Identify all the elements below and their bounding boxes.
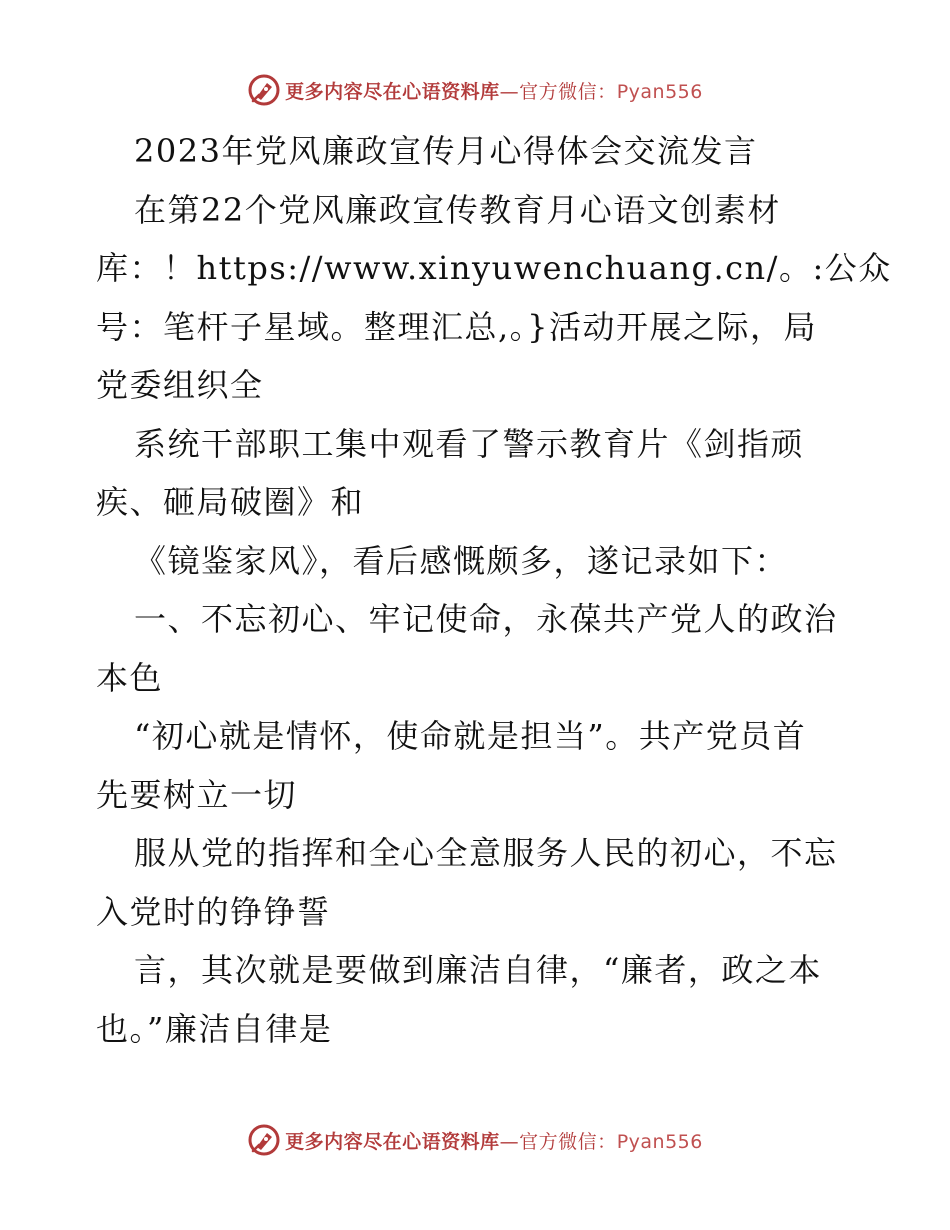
watermark-id: Pyan556 bbox=[616, 80, 703, 103]
text-line: 先要树立一切 bbox=[96, 775, 298, 814]
text-line: 服从党的指挥和全心全意服务人民的初心，不忘 bbox=[134, 834, 838, 872]
text-line: 疾、砸局破圈》和 bbox=[96, 483, 365, 521]
watermark-main: 更多内容尽在心语资料库 bbox=[285, 1130, 500, 1153]
text-line: 在第22个党风廉政宣传教育月心语文创素材 bbox=[134, 190, 781, 229]
text-line: 也。”廉洁自律是 bbox=[96, 1009, 333, 1048]
watermark-separator: —官方微信： bbox=[499, 1130, 617, 1153]
text-line: “初心就是情怀，使命就是担当”。共产党员首 bbox=[134, 717, 807, 755]
footer-watermark bbox=[0, 1120, 950, 1160]
text-line: 《镜鉴家风》，看后感慨颇多，遂记录如下： bbox=[134, 541, 789, 580]
header-watermark bbox=[0, 70, 950, 110]
text-line: 系统干部职工集中观看了警示教育片《剑指顽 bbox=[134, 424, 805, 463]
text-line: 党委组织全 bbox=[96, 366, 264, 404]
pen-nib-logo-icon bbox=[247, 73, 281, 107]
watermark-main: 更多内容尽在心语资料库 bbox=[285, 80, 500, 103]
document-body bbox=[96, 122, 892, 1058]
watermark-text bbox=[285, 77, 703, 104]
text-line: 库：！https://www.xinyuwenchuang.cn/。:公众 bbox=[96, 249, 892, 287]
section-heading-cont: 本色 bbox=[96, 658, 164, 697]
text-line: 言，其次就是要做到廉洁自律，“廉者，政之本 bbox=[134, 951, 822, 989]
watermark-text bbox=[285, 1127, 703, 1154]
text-line: 号：笔杆子星域。整理汇总,。}活动开展之际，局 bbox=[96, 307, 818, 346]
document-title: 2023年党风廉政宣传月心得体会交流发言 bbox=[134, 132, 758, 170]
watermark-id: Pyan556 bbox=[616, 1130, 703, 1153]
pen-nib-logo-icon bbox=[247, 1123, 281, 1157]
section-heading: 一、不忘初心、牢记使命，永葆共产党人的政治 bbox=[134, 600, 838, 638]
text-line: 入党时的铮铮誓 bbox=[96, 892, 331, 931]
watermark-separator: —官方微信： bbox=[499, 80, 617, 103]
